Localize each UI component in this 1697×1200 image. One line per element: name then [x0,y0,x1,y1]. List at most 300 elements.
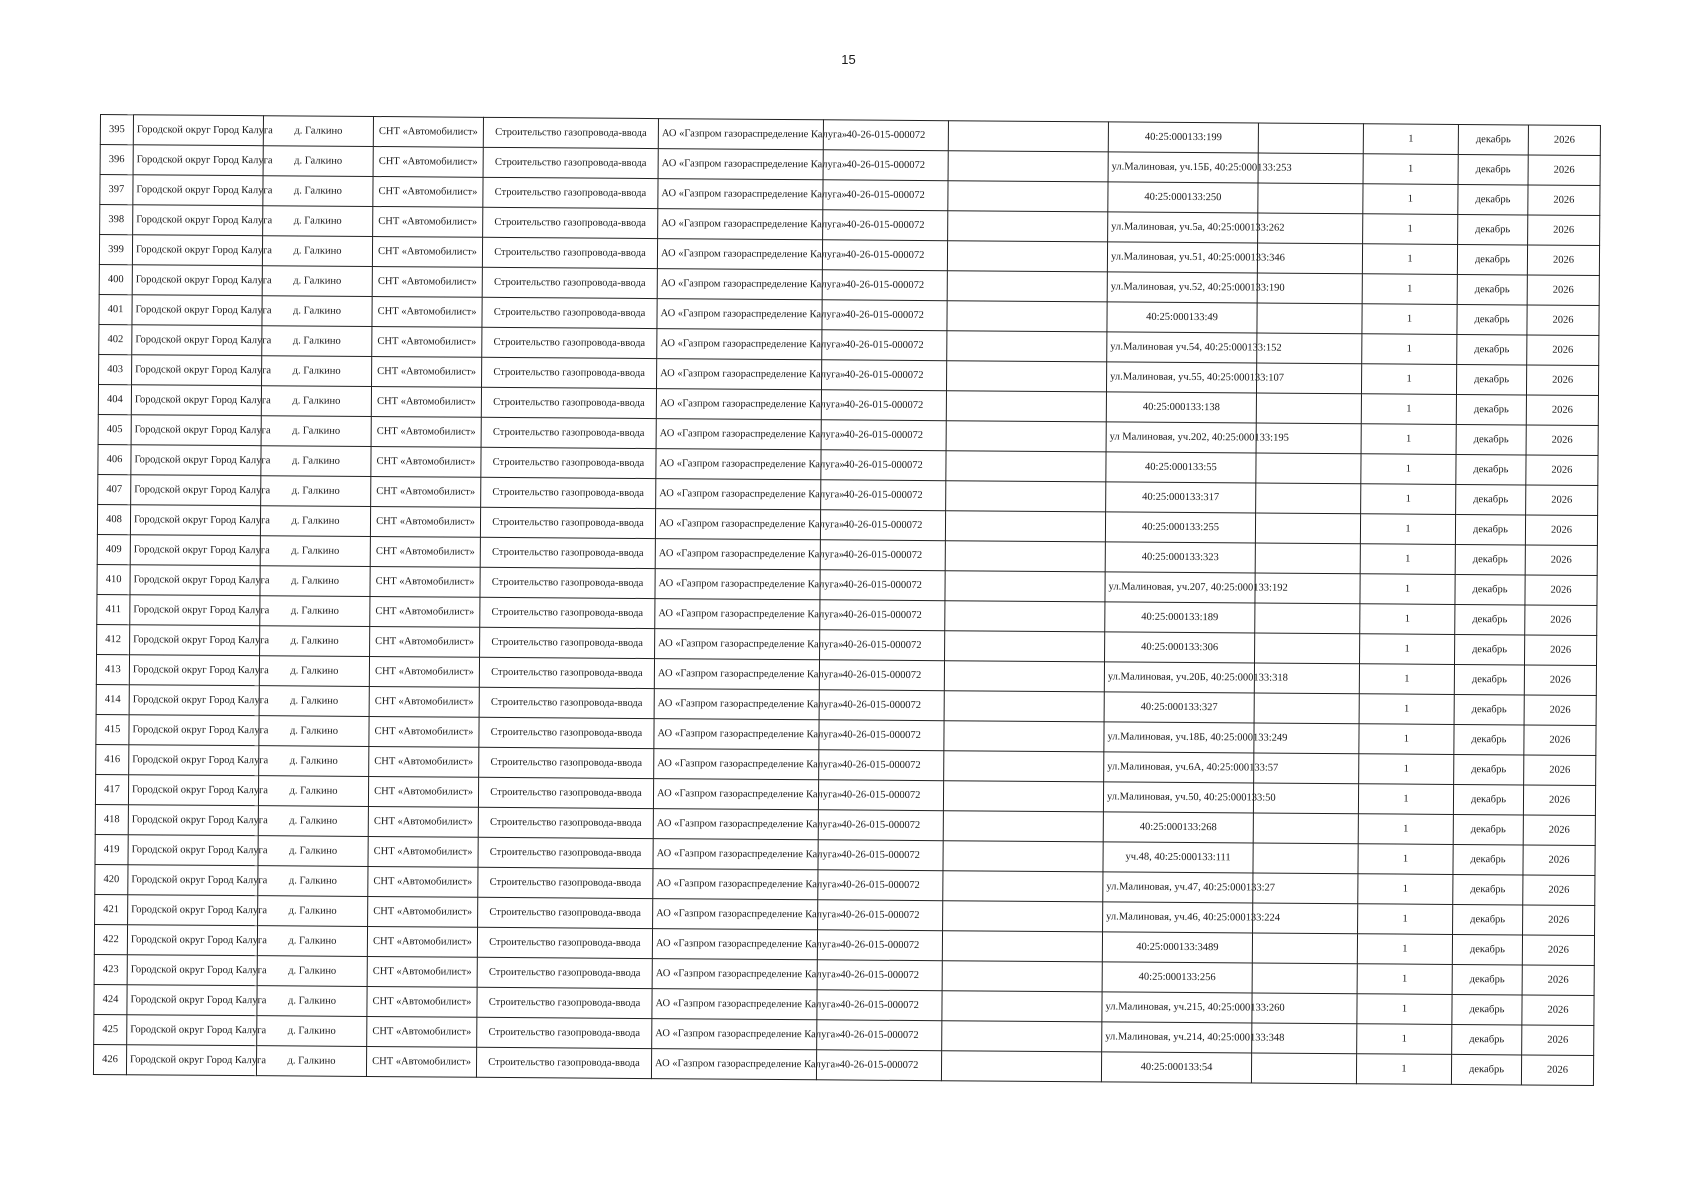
address-cell: ул.Малиновая, уч.15Б, 40:25:000133:253 [1108,152,1258,183]
month-cell: декабрь [1457,334,1527,365]
registration-number-cell: 40-26-015-000072 [818,900,943,931]
registration-number-cell: 40-26-015-000072 [819,690,944,721]
quantity-cell: 1 [1357,964,1452,995]
empty-cell [945,541,1105,572]
month-cell: декабрь [1452,934,1522,965]
snt-cell: СНТ «Автомобилист» [366,1046,476,1077]
empty-cell [947,331,1107,362]
work-type-cell: Строительство газопровода-ввода [480,597,655,628]
district-cell: Городской округ Город Калуга [133,175,263,206]
quantity-cell: 1 [1357,1024,1452,1055]
owner-cell: АО «Газпром газораспределение Калуга» [652,1019,817,1050]
snt-cell: СНТ «Автомобилист» [371,416,481,447]
empty-cell [944,751,1104,782]
locality-cell: д. Галкино [259,686,369,717]
district-cell: Городской округ Город Калуга [132,265,262,296]
quantity-cell: 1 [1362,334,1457,365]
quantity-cell: 1 [1359,664,1454,695]
work-type-cell: Строительство газопровода-ввода [480,567,655,598]
district-cell: Городской округ Город Калуга [127,985,257,1016]
year-cell: 2026 [1526,365,1598,396]
empty-cell [1252,933,1357,964]
district-cell: Городской округ Город Калуга [128,895,258,926]
owner-cell: АО «Газпром газораспределение Калуга» [657,269,822,300]
month-cell: декабрь [1455,544,1525,575]
locality-cell: д. Галкино [260,506,370,537]
address-cell: ул.Малиновая, уч.18Б, 40:25:000133:249 [1104,722,1254,753]
row-number: 425 [94,1014,127,1044]
snt-cell: СНТ «Автомобилист» [371,476,481,507]
empty-cell [947,241,1107,272]
locality-cell: д. Галкино [262,326,372,357]
year-cell: 2026 [1527,245,1599,276]
row-number: 426 [93,1044,126,1074]
row-number: 418 [95,804,128,834]
quantity-cell: 1 [1358,904,1453,935]
empty-cell [948,151,1108,182]
empty-cell [1252,963,1357,994]
registration-number-cell: 40-26-015-000072 [820,510,945,541]
address-cell: 40:25:000133:199 [1108,122,1258,153]
registration-number-cell: 40-26-015-000072 [819,750,944,781]
snt-cell: СНТ «Автомобилист» [369,746,479,777]
work-type-cell: Строительство газопровода-ввода [482,267,657,298]
quantity-cell: 1 [1360,604,1455,635]
registration-number-cell: 40-26-015-000072 [820,630,945,661]
owner-cell: АО «Газпром газораспределение Калуга» [655,569,820,600]
row-number: 400 [99,264,132,294]
month-cell: декабрь [1453,784,1523,815]
row-number: 397 [100,175,133,205]
empty-cell [943,841,1103,872]
registration-number-cell: 40-26-015-000072 [823,180,948,211]
quantity-cell: 1 [1360,544,1455,575]
district-cell: Городской округ Город Калуга [131,385,261,416]
year-cell: 2026 [1523,875,1595,906]
address-cell: 40:25:000133:250 [1108,182,1258,213]
row-number: 416 [96,744,129,774]
address-cell: ул.Малиновая, уч.52, 40:25:000133:190 [1107,272,1257,303]
locality-cell: д. Галкино [261,416,371,447]
year-cell: 2026 [1524,665,1596,696]
snt-cell: СНТ «Автомобилист» [368,836,478,867]
month-cell: декабрь [1454,664,1524,695]
month-cell: декабрь [1452,1024,1522,1055]
quantity-cell: 1 [1362,304,1457,335]
address-cell: ул.Малиновая, уч.46, 40:25:000133:224 [1103,902,1253,933]
locality-cell: д. Галкино [257,926,367,957]
year-cell: 2026 [1522,935,1594,966]
snt-cell: СНТ «Автомобилист» [370,536,480,567]
owner-cell: АО «Газпром газораспределение Калуга» [657,239,822,270]
empty-cell [946,361,1106,392]
district-cell: Городской округ Город Калуга [130,565,260,596]
address-cell: 40:25:000133:138 [1106,392,1256,423]
work-type-cell: Строительство газопровода-ввода [483,177,658,208]
snt-cell: СНТ «Автомобилист» [370,566,480,597]
district-cell: Городской округ Город Калуга [131,445,261,476]
district-cell: Городской округ Город Калуга [128,865,258,896]
year-cell: 2026 [1521,1055,1593,1086]
row-number: 404 [98,384,131,414]
address-cell: ул.Малиновая, уч.6А, 40:25:000133:57 [1104,752,1254,783]
snt-cell: СНТ «Автомобилист» [373,147,483,178]
snt-cell: СНТ «Автомобилист» [372,326,482,357]
district-cell: Городской округ Город Калуга [133,145,263,176]
snt-cell: СНТ «Автомобилист» [368,776,478,807]
row-number: 399 [99,235,132,265]
owner-cell: АО «Газпром газораспределение Калуга» [657,299,822,330]
quantity-cell: 1 [1363,184,1458,215]
locality-cell: д. Галкино [263,206,373,237]
row-number: 410 [97,564,130,594]
row-number: 406 [98,444,131,474]
address-cell: уч.48, 40:25:000133:111 [1103,842,1253,873]
empty-cell [948,181,1108,212]
year-cell: 2026 [1524,695,1596,726]
empty-cell [944,721,1104,752]
snt-cell: СНТ «Автомобилист» [369,686,479,717]
empty-cell [1258,183,1363,214]
snt-cell: СНТ «Автомобилист» [367,956,477,987]
year-cell: 2026 [1527,335,1599,366]
district-cell: Городской округ Город Калуга [126,1045,256,1076]
work-type-cell: Строительство газопровода-ввода [481,477,656,508]
snt-cell: СНТ «Автомобилист» [368,866,478,897]
work-type-cell: Строительство газопровода-ввода [482,237,657,268]
locality-cell: д. Галкино [263,116,373,147]
address-cell: 40:25:000133:54 [1101,1052,1251,1083]
month-cell: декабрь [1451,1054,1521,1085]
registration-number-cell: 40-26-015-000072 [819,720,944,751]
district-cell: Городской округ Город Калуга [133,115,263,146]
district-cell: Городской округ Город Калуга [130,505,260,536]
work-type-cell: Строительство газопровода-ввода [478,837,653,868]
work-type-cell: Строительство газопровода-ввода [483,207,658,238]
registration-number-cell: 40-26-015-000072 [822,330,947,361]
locality-cell: д. Галкино [263,176,373,207]
owner-cell: АО «Газпром газораспределение Калуга» [653,869,818,900]
quantity-cell: 1 [1358,844,1453,875]
registration-number-cell: 40-26-015-000072 [820,540,945,571]
month-cell: декабрь [1453,874,1523,905]
row-number: 408 [97,504,130,534]
month-cell: декабрь [1454,694,1524,725]
month-cell: декабрь [1455,604,1525,635]
quantity-cell: 1 [1358,784,1453,815]
empty-cell [946,451,1106,482]
owner-cell: АО «Газпром газораспределение Калуга» [658,179,823,210]
locality-cell: д. Галкино [258,896,368,927]
snt-cell: СНТ «Автомобилист» [370,596,480,627]
owner-cell: АО «Газпром газораспределение Калуга» [652,929,817,960]
owner-cell: АО «Газпром газораспределение Калуга» [654,719,819,750]
quantity-cell: 1 [1360,574,1455,605]
quantity-cell: 1 [1358,874,1453,905]
address-cell: ул.Малиновая, уч.207, 40:25:000133:192 [1105,572,1255,603]
row-number: 405 [98,414,131,444]
registration-number-cell: 40-26-015-000072 [823,120,948,151]
snt-cell: СНТ «Автомобилист» [372,237,482,268]
address-cell: 40:25:000133:327 [1104,692,1254,723]
owner-cell: АО «Газпром газораспределение Калуга» [656,389,821,420]
registration-number-cell: 40-26-015-000072 [817,930,942,961]
address-cell: 40:25:000133:306 [1105,632,1255,663]
row-number: 395 [100,115,133,145]
month-cell: декабрь [1456,484,1526,515]
month-cell: декабрь [1457,304,1527,335]
locality-cell: д. Галкино [256,1046,366,1077]
owner-cell: АО «Газпром газораспределение Калуга» [653,839,818,870]
year-cell: 2026 [1527,305,1599,336]
registration-number-cell: 40-26-015-000072 [821,450,946,481]
owner-cell: АО «Газпром газораспределение Калуга» [655,509,820,540]
year-cell: 2026 [1527,275,1599,306]
month-cell: декабрь [1454,754,1524,785]
snt-cell: СНТ «Автомобилист» [371,386,481,417]
district-cell: Городской округ Город Калуга [127,1015,257,1046]
year-cell: 2026 [1528,185,1600,216]
year-cell: 2026 [1528,215,1600,246]
snt-cell: СНТ «Автомобилист» [368,806,478,837]
month-cell: декабрь [1452,964,1522,995]
district-cell: Городской округ Город Калуга [128,775,258,806]
row-number: 407 [98,474,131,504]
district-cell: Городской округ Город Калуга [129,685,259,716]
quantity-cell: 1 [1360,514,1455,545]
owner-cell: АО «Газпром газораспределение Калуга» [651,1049,816,1080]
quantity-cell: 1 [1361,454,1456,485]
year-cell: 2026 [1525,605,1597,636]
quantity-cell: 1 [1363,124,1458,155]
owner-cell: АО «Газпром газораспределение Калуга» [656,449,821,480]
month-cell: декабрь [1458,184,1528,215]
year-cell: 2026 [1525,515,1597,546]
work-type-cell: Строительство газопровода-ввода [478,807,653,838]
year-cell: 2026 [1524,755,1596,786]
year-cell: 2026 [1528,155,1600,186]
year-cell: 2026 [1522,1025,1594,1056]
owner-cell: АО «Газпром газораспределение Калуга» [656,419,821,450]
registration-number-cell: 40-26-015-000072 [820,570,945,601]
work-type-cell: Строительство газопровода-ввода [478,897,653,928]
empty-cell [948,211,1108,242]
locality-cell: д. Галкино [260,596,370,627]
work-type-cell: Строительство газопровода-ввода [481,417,656,448]
work-type-cell: Строительство газопровода-ввода [480,537,655,568]
registration-number-cell: 40-26-015-000072 [823,150,948,181]
snt-cell: СНТ «Автомобилист» [370,506,480,537]
owner-cell: АО «Газпром газораспределение Калуга» [652,989,817,1020]
owner-cell: АО «Газпром газораспределение Калуга» [656,479,821,510]
owner-cell: АО «Газпром газораспределение Калуга» [657,329,822,360]
year-cell: 2026 [1522,965,1594,996]
locality-cell: д. Галкино [257,1016,367,1047]
owner-cell: АО «Газпром газораспределение Калуга» [653,779,818,810]
work-type-cell: Строительство газопровода-ввода [482,327,657,358]
district-cell: Городской округ Город Калуга [130,595,260,626]
work-type-cell: Строительство газопровода-ввода [479,687,654,718]
month-cell: декабрь [1453,904,1523,935]
registration-number-cell: 40-26-015-000072 [816,1050,941,1081]
empty-cell [1255,543,1360,574]
work-type-cell: Строительство газопровода-ввода [476,1047,651,1078]
registry-body [93,115,1600,1086]
empty-cell [943,811,1103,842]
year-cell: 2026 [1524,635,1596,666]
month-cell: декабрь [1453,814,1523,845]
work-type-cell: Строительство газопровода-ввода [480,627,655,658]
address-cell: 40:25:000133:256 [1102,962,1252,993]
work-type-cell: Строительство газопровода-ввода [481,387,656,418]
row-number: 414 [96,684,129,714]
locality-cell: д. Галкино [261,476,371,507]
address-cell: ул.Малиновая, уч.214, 40:25:000133:348 [1102,1022,1252,1053]
month-cell: декабрь [1456,364,1526,395]
district-cell: Городской округ Город Калуга [130,625,260,656]
owner-cell: АО «Газпром газораспределение Калуга» [655,599,820,630]
locality-cell: д. Галкино [260,566,370,597]
empty-cell [942,1021,1102,1052]
address-cell: ул.Малиновая, уч.50, 40:25:000133:50 [1103,782,1253,813]
quantity-cell: 1 [1363,214,1458,245]
row-number: 424 [94,984,127,1014]
work-type-cell: Строительство газопровода-ввода [477,1017,652,1048]
year-cell: 2026 [1526,425,1598,456]
locality-cell: д. Галкино [261,386,371,417]
locality-cell: д. Галкино [258,836,368,867]
year-cell: 2026 [1524,725,1596,756]
locality-cell: д. Галкино [260,536,370,567]
quantity-cell: 1 [1359,724,1454,755]
snt-cell: СНТ «Автомобилист» [367,986,477,1017]
work-type-cell: Строительство газопровода-ввода [479,657,654,688]
empty-cell [1257,303,1362,334]
row-number: 411 [97,594,130,624]
year-cell: 2026 [1523,845,1595,876]
quantity-cell: 1 [1362,274,1457,305]
work-type-cell: Строительство газопровода-ввода [482,357,657,388]
empty-cell [947,271,1107,302]
row-number: 419 [95,834,128,864]
empty-cell [943,901,1103,932]
month-cell: декабрь [1456,454,1526,485]
empty-cell [1255,513,1360,544]
empty-cell [948,121,1108,152]
empty-cell [1251,1053,1356,1084]
page-number: 15 [841,52,856,67]
row-number: 409 [97,534,130,564]
year-cell: 2026 [1526,485,1598,516]
locality-cell: д. Галкино [262,296,372,327]
address-cell: ул Малиновая, уч.202, 40:25:000133:195 [1106,422,1256,453]
address-cell: 40:25:000133:55 [1106,452,1256,483]
district-cell: Городской округ Город Калуга [131,475,261,506]
address-cell: 40:25:000133:189 [1105,602,1255,633]
snt-cell: СНТ «Автомобилист» [372,267,482,298]
owner-cell: АО «Газпром газораспределение Калуга» [658,119,823,150]
locality-cell: д. Галкино [262,236,372,267]
month-cell: декабрь [1457,244,1527,275]
empty-cell [1255,633,1360,664]
address-cell: ул.Малиновая, уч.55, 40:25:000133:107 [1106,362,1256,393]
registry-table [93,114,1601,1086]
empty-cell [1256,453,1361,484]
owner-cell: АО «Газпром газораспределение Калуга» [654,749,819,780]
address-cell: ул.Малиновая уч.54, 40:25:000133:152 [1107,332,1257,363]
month-cell: декабрь [1457,274,1527,305]
quantity-cell: 1 [1360,634,1455,665]
year-cell: 2026 [1525,545,1597,576]
locality-cell: д. Галкино [259,716,369,747]
registration-number-cell: 40-26-015-000072 [818,810,943,841]
owner-cell: АО «Газпром газораспределение Калуга» [657,359,822,390]
quantity-cell: 1 [1358,814,1453,845]
month-cell: декабрь [1456,394,1526,425]
row-number: 412 [97,624,130,654]
district-cell: Городской округ Город Калуга [131,415,261,446]
snt-cell: СНТ «Автомобилист» [367,926,477,957]
registration-number-cell: 40-26-015-000072 [818,840,943,871]
address-cell: ул.Малиновая, уч.215, 40:25:000133:260 [1102,992,1252,1023]
registration-number-cell: 40-26-015-000072 [822,240,947,271]
address-cell: ул.Малиновая, уч.47, 40:25:000133:27 [1103,872,1253,903]
address-cell: 40:25:000133:268 [1103,812,1253,843]
empty-cell [944,661,1104,692]
district-cell: Городской округ Город Калуга [132,295,262,326]
empty-cell [942,961,1102,992]
month-cell: декабрь [1458,154,1528,185]
address-cell: ул.Малиновая, уч.51, 40:25:000133:346 [1107,242,1257,273]
snt-cell: СНТ «Автомобилист» [373,207,483,238]
snt-cell: СНТ «Автомобилист» [372,356,482,387]
address-cell: 40:25:000133:3489 [1102,932,1252,963]
work-type-cell: Строительство газопровода-ввода [477,957,652,988]
locality-cell: д. Галкино [258,806,368,837]
month-cell: декабрь [1455,574,1525,605]
month-cell: декабрь [1456,424,1526,455]
row-number: 422 [94,924,127,954]
year-cell: 2026 [1525,575,1597,606]
registration-number-cell: 40-26-015-000072 [821,480,946,511]
owner-cell: АО «Газпром газораспределение Калуга» [655,629,820,660]
locality-cell: д. Галкино [257,986,367,1017]
quantity-cell: 1 [1356,1054,1451,1085]
empty-cell [946,391,1106,422]
month-cell: декабрь [1458,124,1528,155]
month-cell: декабрь [1454,724,1524,755]
district-cell: Городской округ Город Калуга [128,835,258,866]
empty-cell [1253,813,1358,844]
registration-number-cell: 40-26-015-000072 [818,870,943,901]
registration-number-cell: 40-26-015-000072 [820,600,945,631]
month-cell: декабрь [1458,214,1528,245]
district-cell: Городской округ Город Калуга [129,655,259,686]
snt-cell: СНТ «Автомобилист» [368,896,478,927]
locality-cell: д. Галкино [258,776,368,807]
quantity-cell: 1 [1363,154,1458,185]
district-cell: Городской округ Город Калуга [129,745,259,776]
work-type-cell: Строительство газопровода-ввода [478,777,653,808]
registration-number-cell: 40-26-015-000072 [819,660,944,691]
locality-cell: д. Галкино [262,356,372,387]
empty-cell [1255,603,1360,634]
empty-cell [944,691,1104,722]
locality-cell: д. Галкино [260,626,370,657]
snt-cell: СНТ «Автомобилист» [369,656,479,687]
row-number: 413 [96,654,129,684]
locality-cell: д. Галкино [257,956,367,987]
